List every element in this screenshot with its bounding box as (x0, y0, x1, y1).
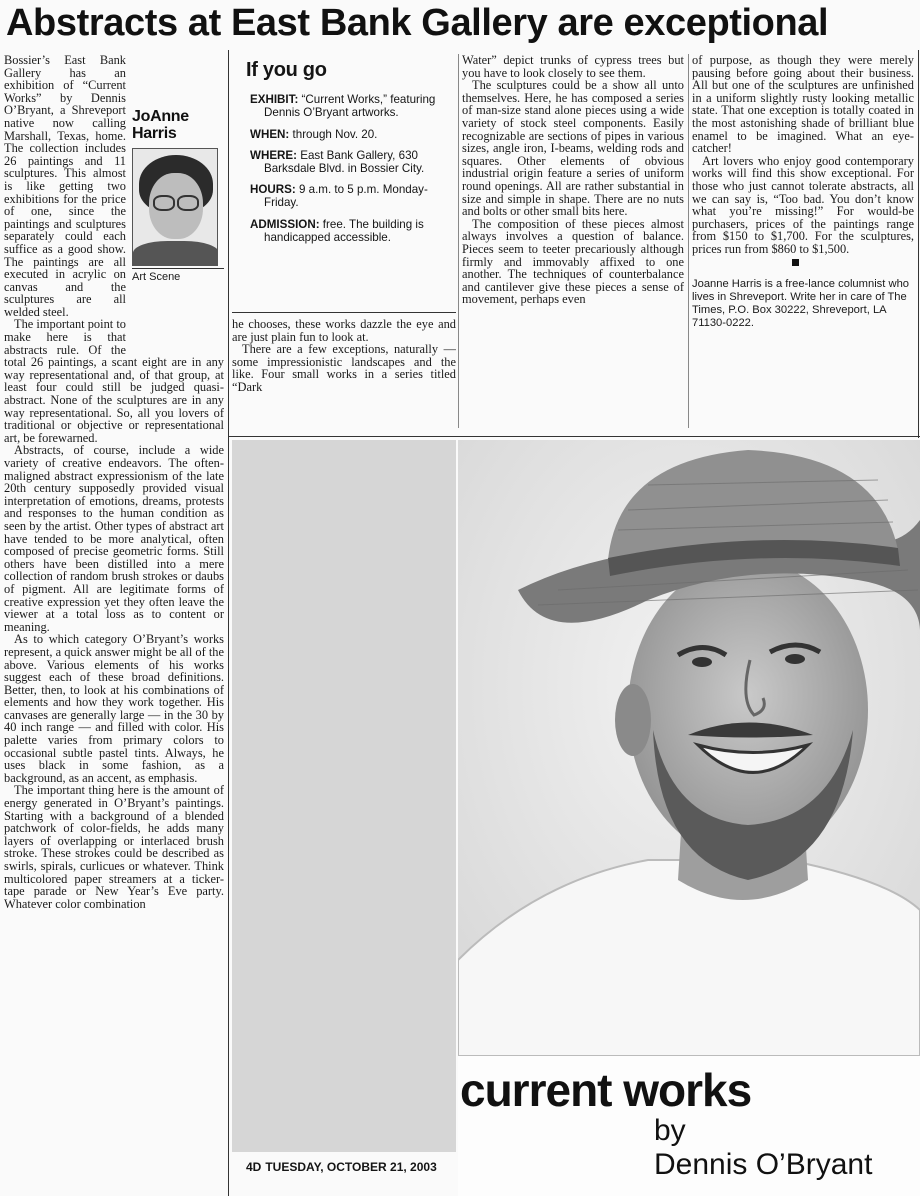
caption-artist: Dennis O’Bryant (654, 1148, 873, 1181)
info-box-rule (232, 312, 456, 313)
info-item-admission: ADMISSION: free. The building is handicapped accessible. (250, 217, 424, 244)
page-number: 4D (246, 1160, 262, 1174)
article-column-2 (232, 318, 456, 424)
box-rule (228, 436, 920, 437)
article-paragraph: The important thing here is the amount of energy generated in O’Bryant’s paintings. Starting with a background of a blended patchwork of color-fields, he adds many layers of overlapping or interlaced brush stroke. These strokes could be described as swirls, spirals, curlicues or whatever. Think multicolored paper streamers at a ticker-tape parade or New Year’s Eve party. Whatever color combination (4, 783, 224, 911)
column-rule (688, 54, 689, 428)
article-paragraph: of purpose, as though they were merely pausing before going about their business. All but one of the sculptures are unfinished in a uniform slightly rusty looking metallic state. That one exception is totally coated in the most astonishing shade of brilliant blue enamel to be imagined. What an eye-catcher! (692, 54, 914, 156)
article-paragraph: Water” depict trunks of cypress trees but you have to look closely to see them. (462, 54, 684, 80)
author-tagline: Joanne Harris is a free-lance columnist who lives in Shreveport. Write her in care of The Times, P.O. Box 30222, Shreveport, LA 71130-0222. (692, 278, 910, 330)
caption-title: current works (460, 1064, 752, 1116)
article-paragraph: As to which category O’Bryant’s works represent, a quick answer might be all of the above. Various elements of his works suggest each of these broad definitions. Better, then, to look at his combinations of elements and how they work together. His canvases are generally large — in the 30 by 40 inch range — and filled with color. His palette varies from primary colors to occasional subtle pastel tints. Always, he uses black in some fashion, as a background, as an accent, as emphasis. (4, 632, 224, 785)
artist-photo (458, 440, 920, 1056)
info-item-where: WHERE: East Bank Gallery, 630 Barksdale Blvd. in Bossier City. (250, 148, 425, 176)
article-column-3 (462, 54, 684, 426)
article-paragraph: The sculptures could be a show all unto themselves. Here, he has composed a series of man-size stand alone pieces using a wide variety of stock steel components. Easily recognizable are sections of pipes in various sizes, angle iron, I-beams, welding rods and squares. Other elements of obvious industrial origin feature a series of uniform round openings. All are rather substantial in size and simple in shape. There are no nuts and bolts or other small bits here. (462, 78, 684, 219)
article-paragraph: Bossier’s East Bank Gallery has an exhibition of “Current Works” by Dennis O’Bryant, a Shreveport native now calling Marshall, Texas, home. The collection includes 26 paintings and 11 sculptures. This almost is like getting two exhibitions for the price of one, since the paintings and sculptures separately could each suffice as a good show. The paintings are all executed in acrylic on canvas and the sculptures are all welded steel. (4, 54, 126, 319)
if-you-go-box (236, 56, 454, 308)
author-first-name: JoAnne (132, 108, 189, 125)
issue-date: TUESDAY, OCTOBER 21, 2003 (265, 1160, 437, 1174)
headline: Abstracts at East Bank Gallery are exceptional (6, 2, 829, 44)
photo-caption (458, 1056, 920, 1196)
caption-by: by (654, 1114, 686, 1147)
column-rule (918, 50, 919, 438)
article-column-4 (692, 54, 914, 364)
info-item-exhibit: EXHIBIT: “Current Works,” featuring Dennis O’Bryant artworks. (250, 93, 436, 120)
article-paragraph: he chooses, these works dazzle the eye and are just plain fun to look at. (232, 318, 456, 344)
author-last-name: Harris (132, 125, 177, 142)
column-name: Art Scene (132, 268, 224, 284)
end-mark-icon (792, 259, 799, 266)
column-rule (458, 54, 459, 428)
article-paragraph: Abstracts, of course, include a wide variety of creative endeavors. The often-maligned abstract expressionism of the late 20th century supposedly provided visual interpretation of emotions, dreams, protests and responses to the human condition as seen by the artist. Other types of abstract art have tended to be more analytical, often composed of precise geometric forms. Still others have been distilled into a mere collection of random brush strokes or daubs of pigment. All are legitimate forms of creative expression yet they often leave the viewer at a total loss as to content or meaning. (4, 443, 224, 634)
artist-portrait-image (458, 440, 920, 1056)
article-paragraph: The composition of these pieces almost always involves a question of balance. Pieces seem to teeter precariously although firmly and immovably affixed to one another. The techniques of counterbalance and cantilever give these pieces a sense of movement, perhaps even (462, 216, 684, 307)
author-photo (132, 148, 218, 266)
article-column-1 (4, 54, 224, 1190)
byline-block (132, 108, 224, 344)
article-paragraph: The important point to make here is that abstracts rule. Of the total 26 paintings, a scant eight are in any way representational and, of that group, at least four could still be judged quasi-abstract. None of the sculptures are in any way representational. So, all you lovers of traditional or objective or representational art, be forewarned. (4, 317, 224, 445)
dateline (246, 1160, 456, 1174)
article-paragraph: Art lovers who enjoy good contemporary works will find this show exceptional. For those who just cannot tolerate abstracts, all we can say is, “Too bad. You don’t know what you’re missing!” For would-be purchasers, prices of the paintings range from $150 to $1,700. For the sculptures, prices run from $860 to $1,500. (692, 153, 914, 256)
article-paragraph: There are a few exceptions, naturally — some impressionistic landscapes and the like. Four small works in a series titled “Dark (232, 342, 456, 394)
gray-panel (232, 440, 456, 1152)
info-item-hours: HOURS: 9 a.m. to 5 p.m. Monday-Friday. (250, 183, 428, 210)
info-item-when: WHEN: through Nov. 20. (250, 127, 378, 141)
column-rule (228, 50, 229, 1196)
if-you-go-title: If you go (246, 59, 327, 81)
